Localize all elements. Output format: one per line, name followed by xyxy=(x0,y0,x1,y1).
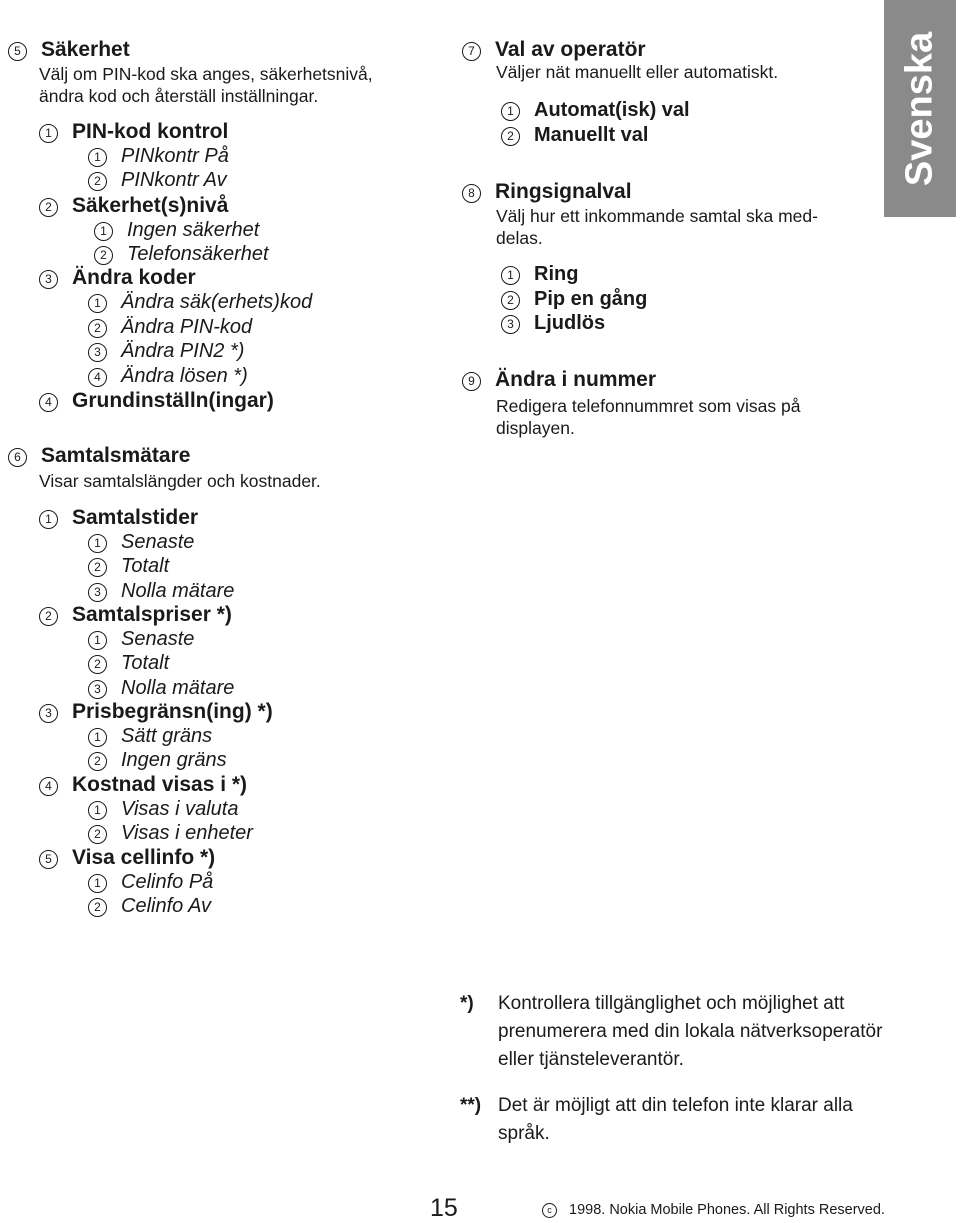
number-icon: 5 xyxy=(39,850,58,869)
submenu-item xyxy=(88,628,194,651)
copyright-text: 1998. Nokia Mobile Phones. All Rights Reserved. xyxy=(569,1202,885,1218)
menu-item xyxy=(39,603,232,627)
menu-item-label: Grundinställn(ingar) xyxy=(72,389,274,412)
section-title xyxy=(462,38,646,62)
submenu-item xyxy=(88,871,213,894)
menu-item xyxy=(39,506,198,530)
number-icon: 2 xyxy=(39,607,58,626)
section-title xyxy=(462,368,656,392)
menu-item xyxy=(501,99,690,122)
menu-item-label: Automat(isk) val xyxy=(534,99,690,121)
submenu-item-label: PINkontr Av xyxy=(121,169,227,191)
menu-item xyxy=(39,266,196,290)
submenu-item xyxy=(88,316,252,339)
number-icon: 5 xyxy=(8,42,27,61)
menu-item-label: Kostnad visas i *) xyxy=(72,773,248,796)
section-description: Välj hur ett inkommande samtal ska med- xyxy=(496,206,818,226)
number-icon: 1 xyxy=(88,801,107,820)
submenu-item-label: Totalt xyxy=(121,652,170,674)
section-title xyxy=(8,38,130,62)
menu-item xyxy=(39,846,215,870)
number-icon: 1 xyxy=(88,294,107,313)
number-icon: 2 xyxy=(88,898,107,917)
number-icon: 4 xyxy=(88,368,107,387)
submenu-item xyxy=(88,798,238,821)
section-description: Redigera telefonnummret som visas på xyxy=(496,396,801,416)
menu-item xyxy=(39,700,273,724)
number-icon: 1 xyxy=(39,124,58,143)
submenu-item-label: Nolla mätare xyxy=(121,677,235,699)
submenu-item xyxy=(88,555,169,578)
submenu-item-label: Totalt xyxy=(121,555,170,577)
submenu-item-label: Senaste xyxy=(121,628,195,650)
submenu-item xyxy=(94,243,269,266)
menu-item xyxy=(501,312,605,335)
menu-item-label: Prisbegränsn(ing) *) xyxy=(72,700,273,723)
submenu-item xyxy=(88,725,212,748)
number-icon: 3 xyxy=(88,343,107,362)
number-icon: 1 xyxy=(88,874,107,893)
menu-item-label: Ljudlös xyxy=(534,312,606,334)
submenu-item-label: Telefonsäkerhet xyxy=(127,243,269,265)
submenu-item-label: PINkontr På xyxy=(121,145,229,167)
menu-item xyxy=(501,124,648,147)
number-icon: 3 xyxy=(88,583,107,602)
number-icon: 2 xyxy=(88,172,107,191)
submenu-item-label: Ändra PIN2 *) xyxy=(121,340,245,362)
section-description: ändra kod och återställ inställningar. xyxy=(39,86,319,106)
number-icon: 2 xyxy=(88,752,107,771)
submenu-item-label: Ändra lösen *) xyxy=(121,365,248,387)
number-icon: 2 xyxy=(88,655,107,674)
submenu-item xyxy=(88,169,227,192)
number-icon: 1 xyxy=(94,222,113,241)
menu-item-label: Samtalspriser *) xyxy=(72,603,232,626)
number-icon: 2 xyxy=(39,198,58,217)
number-icon: 6 xyxy=(8,448,27,467)
submenu-item xyxy=(88,580,234,603)
footnote-text: Det är möjligt att din telefon inte klarar alla språk. xyxy=(498,1095,853,1144)
language-tab xyxy=(884,0,956,217)
number-icon: 2 xyxy=(501,291,520,310)
section-description: Välj om PIN-kod ska anges, säkerhetsnivå, xyxy=(39,64,373,84)
section-title-text: Samtalsmätare xyxy=(41,444,191,467)
copyright-icon: c xyxy=(542,1203,557,1218)
section-description: Väljer nät manuellt eller automatiskt. xyxy=(496,62,779,82)
menu-item xyxy=(39,773,247,797)
menu-item-label: Visa cellinfo *) xyxy=(72,846,216,869)
section-title-text: Säkerhet xyxy=(41,38,130,61)
menu-item-label: Ring xyxy=(534,263,579,285)
number-icon: 1 xyxy=(88,631,107,650)
section-title-text: Ringsignalval xyxy=(495,180,632,203)
number-icon: 3 xyxy=(39,270,58,289)
number-icon: 1 xyxy=(39,510,58,529)
number-icon: 2 xyxy=(88,825,107,844)
menu-item-label: Säkerhet(s)nivå xyxy=(72,194,229,217)
submenu-item-label: Celinfo På xyxy=(121,871,214,893)
language-tab-label: Svenska xyxy=(898,31,941,186)
submenu-item-label: Nolla mätare xyxy=(121,580,235,602)
submenu-item xyxy=(88,145,229,168)
section-description: Visar samtalslängder och kostnader. xyxy=(39,471,321,491)
number-icon: 3 xyxy=(501,315,520,334)
submenu-item xyxy=(88,895,211,918)
menu-item-label: Ändra koder xyxy=(72,266,196,289)
number-icon: 8 xyxy=(462,184,481,203)
number-icon: 7 xyxy=(462,42,481,61)
section-title-text: Val av operatör xyxy=(495,38,646,61)
number-icon: 2 xyxy=(88,319,107,338)
submenu-item-label: Celinfo Av xyxy=(121,895,212,917)
menu-item-label: Pip en gång xyxy=(534,288,648,310)
submenu-item-label: Visas i valuta xyxy=(121,798,239,820)
number-icon: 3 xyxy=(39,704,58,723)
number-icon: 1 xyxy=(501,102,520,121)
menu-item xyxy=(39,389,274,413)
number-icon: 1 xyxy=(88,534,107,553)
submenu-item-label: Ingen säkerhet xyxy=(127,219,260,241)
page-number: 15 xyxy=(430,1194,458,1222)
submenu-item xyxy=(88,340,244,363)
number-icon: 1 xyxy=(88,728,107,747)
menu-item-label: Samtalstider xyxy=(72,506,199,529)
submenu-item xyxy=(94,219,259,242)
number-icon: 1 xyxy=(501,266,520,285)
number-icon: 2 xyxy=(501,127,520,146)
submenu-item xyxy=(88,531,194,554)
submenu-item-label: Ändra säk(erhets)kod xyxy=(121,291,313,313)
submenu-item xyxy=(88,291,312,314)
section-description: delas. xyxy=(496,228,543,248)
footnote-text: Kontrollera tillgänglighet och möjlighet att prenumerera med din lokala nätverksoperatör eller tjänsteleverantör. xyxy=(498,993,883,1070)
number-icon: 3 xyxy=(88,680,107,699)
menu-item xyxy=(501,288,647,311)
number-icon: 4 xyxy=(39,777,58,796)
number-icon: 9 xyxy=(462,372,481,391)
section-title-text: Ändra i nummer xyxy=(495,368,657,391)
number-icon: 1 xyxy=(88,148,107,167)
footnote-mark: **) xyxy=(460,1095,482,1116)
footnote-mark: *) xyxy=(460,993,474,1014)
section-description: displayen. xyxy=(496,418,575,438)
menu-item-label: Manuellt val xyxy=(534,124,649,146)
number-icon: 2 xyxy=(88,558,107,577)
copyright xyxy=(542,1202,885,1218)
submenu-item xyxy=(88,822,253,845)
menu-item-label: PIN-kod kontrol xyxy=(72,120,229,143)
submenu-item xyxy=(88,652,169,675)
submenu-item-label: Sätt gräns xyxy=(121,725,213,747)
submenu-item xyxy=(88,677,234,700)
menu-item xyxy=(39,194,228,218)
submenu-item-label: Ändra PIN-kod xyxy=(121,316,253,338)
submenu-item xyxy=(88,365,248,388)
number-icon: 2 xyxy=(94,246,113,265)
section-title xyxy=(8,444,190,468)
number-icon: 4 xyxy=(39,393,58,412)
submenu-item-label: Ingen gräns xyxy=(121,749,227,771)
menu-item xyxy=(39,120,228,144)
section-title xyxy=(462,180,632,204)
submenu-item xyxy=(88,749,227,772)
submenu-item-label: Senaste xyxy=(121,531,195,553)
submenu-item-label: Visas i enheter xyxy=(121,822,253,844)
menu-item xyxy=(501,263,578,286)
